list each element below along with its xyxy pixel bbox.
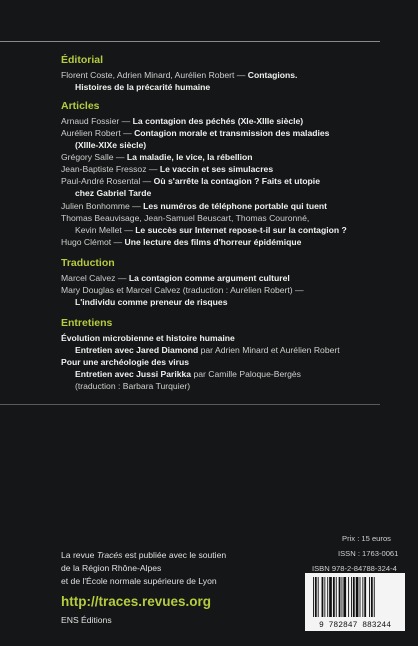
entretien-2-topic: Pour une archéologie des virus: [61, 357, 189, 367]
articles-heading: Articles: [61, 100, 100, 112]
entretiens-heading: Entretiens: [61, 317, 113, 329]
support-line-3: et de l'École normale supérieure de Lyon: [61, 576, 217, 586]
editorial-entry: Florent Coste, Adrien Minard, Aurélien Robert — Contagions.: [61, 70, 298, 80]
article-7-cont: Kevin Mellet — Le succès sur Internet repose-t-il sur la contagion ?: [75, 225, 347, 235]
traduction-2-cont: L'individu comme preneur de risques: [75, 297, 228, 307]
traduction-heading: Traduction: [61, 257, 115, 269]
support-line-2: de la Région Rhône-Alpes: [61, 563, 162, 573]
article-2: Aurélien Robert — Contagion morale et transmission des maladies: [61, 128, 330, 138]
top-rule: [0, 41, 380, 42]
barcode-digits: 9 782847 883244: [318, 621, 392, 630]
article-2-cont: (XIIIe-XIXe siècle): [75, 140, 147, 150]
editorial-entry-cont: Histoires de la précarité humaine: [75, 82, 211, 92]
entretien-1-topic: Évolution microbienne et histoire humaine: [61, 333, 235, 343]
issn: ISSN : 1763-0061: [338, 549, 399, 558]
article-5: Paul-André Rosental — Où s'arrête la contagion ? Faits et utopie: [61, 176, 320, 186]
article-5-cont: chez Gabriel Tarde: [75, 188, 152, 198]
barcode-graphic: [305, 573, 405, 631]
isbn: ISBN 978-2-84788-324-4: [312, 564, 397, 573]
article-7: Thomas Beauvisage, Jean-Samuel Beuscart, Thomas Couronné,: [61, 213, 310, 223]
traduction-2: Mary Douglas et Marcel Calvez (traduction : Aurélien Robert) —: [61, 285, 304, 295]
entretien-1-line: Entretien avec Jared Diamond par Adrien Minard et Aurélien Robert: [75, 345, 340, 355]
article-1: Arnaud Fossier — La contagion des péchés (XIe-XIIIe siècle): [61, 116, 304, 126]
bottom-rule: [0, 404, 380, 405]
article-4: Jean-Baptiste Fressoz — Le vaccin et ses simulacres: [61, 164, 274, 174]
editorial-heading: Éditorial: [61, 54, 104, 66]
price: Prix : 15 euros: [342, 534, 391, 543]
barcode: [305, 573, 405, 631]
article-8: Hugo Clémot — Une lecture des films d'horreur épidémique: [61, 237, 302, 247]
support-line-1: La revue Tracés est publiée avec le soutien: [61, 550, 227, 560]
article-6: Julien Bonhomme — Les numéros de téléphone portable qui tuent: [61, 201, 328, 211]
entretien-2-line: Entretien avec Jussi Parikka par Camille Paloque-Bergès: [75, 369, 301, 379]
entretien-2-trans: (traduction : Barbara Turquier): [75, 381, 191, 391]
website-link[interactable]: http://traces.revues.org: [61, 594, 212, 609]
publisher-name: ENS Éditions: [61, 615, 112, 625]
traduction-1: Marcel Calvez — La contagion comme argument culturel: [61, 273, 290, 283]
article-3: Grégory Salle — La maladie, le vice, la rébellion: [61, 152, 253, 162]
